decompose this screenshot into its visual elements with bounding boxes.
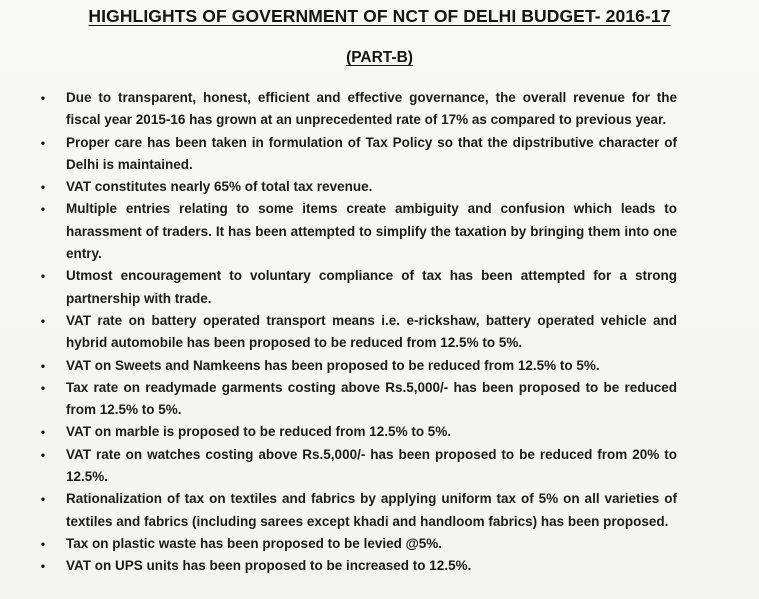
list-item-text: Multiple entries relating to some items create ambiguity and confusion which leads to harassment of traders. It has been attempted to simplify the taxation by bringing them into one entry.: [66, 201, 677, 262]
bullet-icon: •: [40, 180, 46, 195]
highlights-list: [0, 87, 759, 578]
list-item: [0, 198, 759, 265]
bullet-icon: •: [40, 380, 46, 395]
list-item: [0, 310, 759, 355]
bullet-icon: •: [40, 492, 46, 507]
list-item-text: Tax on plastic waste has been proposed to be levied @5%.: [66, 535, 443, 551]
list-item-text: Due to transparent, honest, efficient and effective governance, the overall revenue for the fiscal year 2015-16 has grown at an unprecedented rate of 17% as compared to previous year.: [66, 90, 677, 128]
bullet-icon: •: [40, 269, 46, 284]
list-item: [0, 87, 759, 132]
list-item: [0, 488, 759, 533]
list-item: [0, 555, 759, 577]
list-item-text: Rationalization of tax on textiles and fabrics by applying uniform tax of 5% on all varieties of textiles and fabrics (including sarees except khadi and handloom fabrics) has been proposed.: [66, 491, 677, 529]
list-item-text: VAT constitutes nearly 65% of total tax revenue.: [66, 179, 373, 195]
bullet-icon: •: [40, 313, 46, 328]
list-item: [0, 533, 759, 555]
bullet-icon: •: [40, 559, 46, 574]
list-item-text: Tax rate on readymade garments costing above Rs.5,000/- has been proposed to be reduced from 12.5% to 5%.: [66, 379, 677, 418]
list-item: [0, 421, 759, 443]
list-item-text: Utmost encouragement to voluntary compliance of tax has been attempted for a strong partnership with trade.: [66, 268, 677, 306]
list-item: [0, 265, 759, 310]
list-item-text: VAT rate on battery operated transport means i.e. e-rickshaw, battery operated vehicle and hybrid automobile has been proposed to be reduced from 12.5% to 5%.: [66, 312, 677, 351]
list-item: [0, 132, 759, 177]
bullet-icon: •: [40, 135, 46, 150]
bullet-icon: •: [40, 447, 46, 462]
list-item: [0, 444, 759, 489]
document-subtitle: (PART-B): [346, 49, 413, 66]
list-item-text: VAT on Sweets and Namkeens has been proposed to be reduced from 12.5% to 5%.: [66, 357, 600, 373]
list-item: [0, 377, 759, 422]
list-item: [0, 176, 759, 198]
bullet-icon: •: [40, 91, 46, 105]
list-item-text: VAT on UPS units has been proposed to be increased to 12.5%.: [66, 558, 472, 574]
list-item-text: VAT rate on watches costing above Rs.5,000/- has been proposed to be reduced from 20% to 12.5%.: [66, 446, 677, 485]
list-item-text: VAT on marble is proposed to be reduced from 12.5% to 5%.: [66, 424, 452, 440]
list-item: [0, 355, 759, 377]
bullet-icon: •: [40, 536, 46, 551]
bullet-icon: •: [40, 202, 46, 217]
bullet-icon: •: [40, 358, 46, 373]
document-title: HIGHLIGHTS OF GOVERNMENT OF NCT OF DELHI BUDGET- 2016-17: [88, 6, 671, 26]
list-item-text: Proper care has been taken in formulation of Tax Policy so that the dipstributive character of Delhi is maintained.: [66, 134, 677, 172]
bullet-icon: •: [40, 425, 46, 440]
